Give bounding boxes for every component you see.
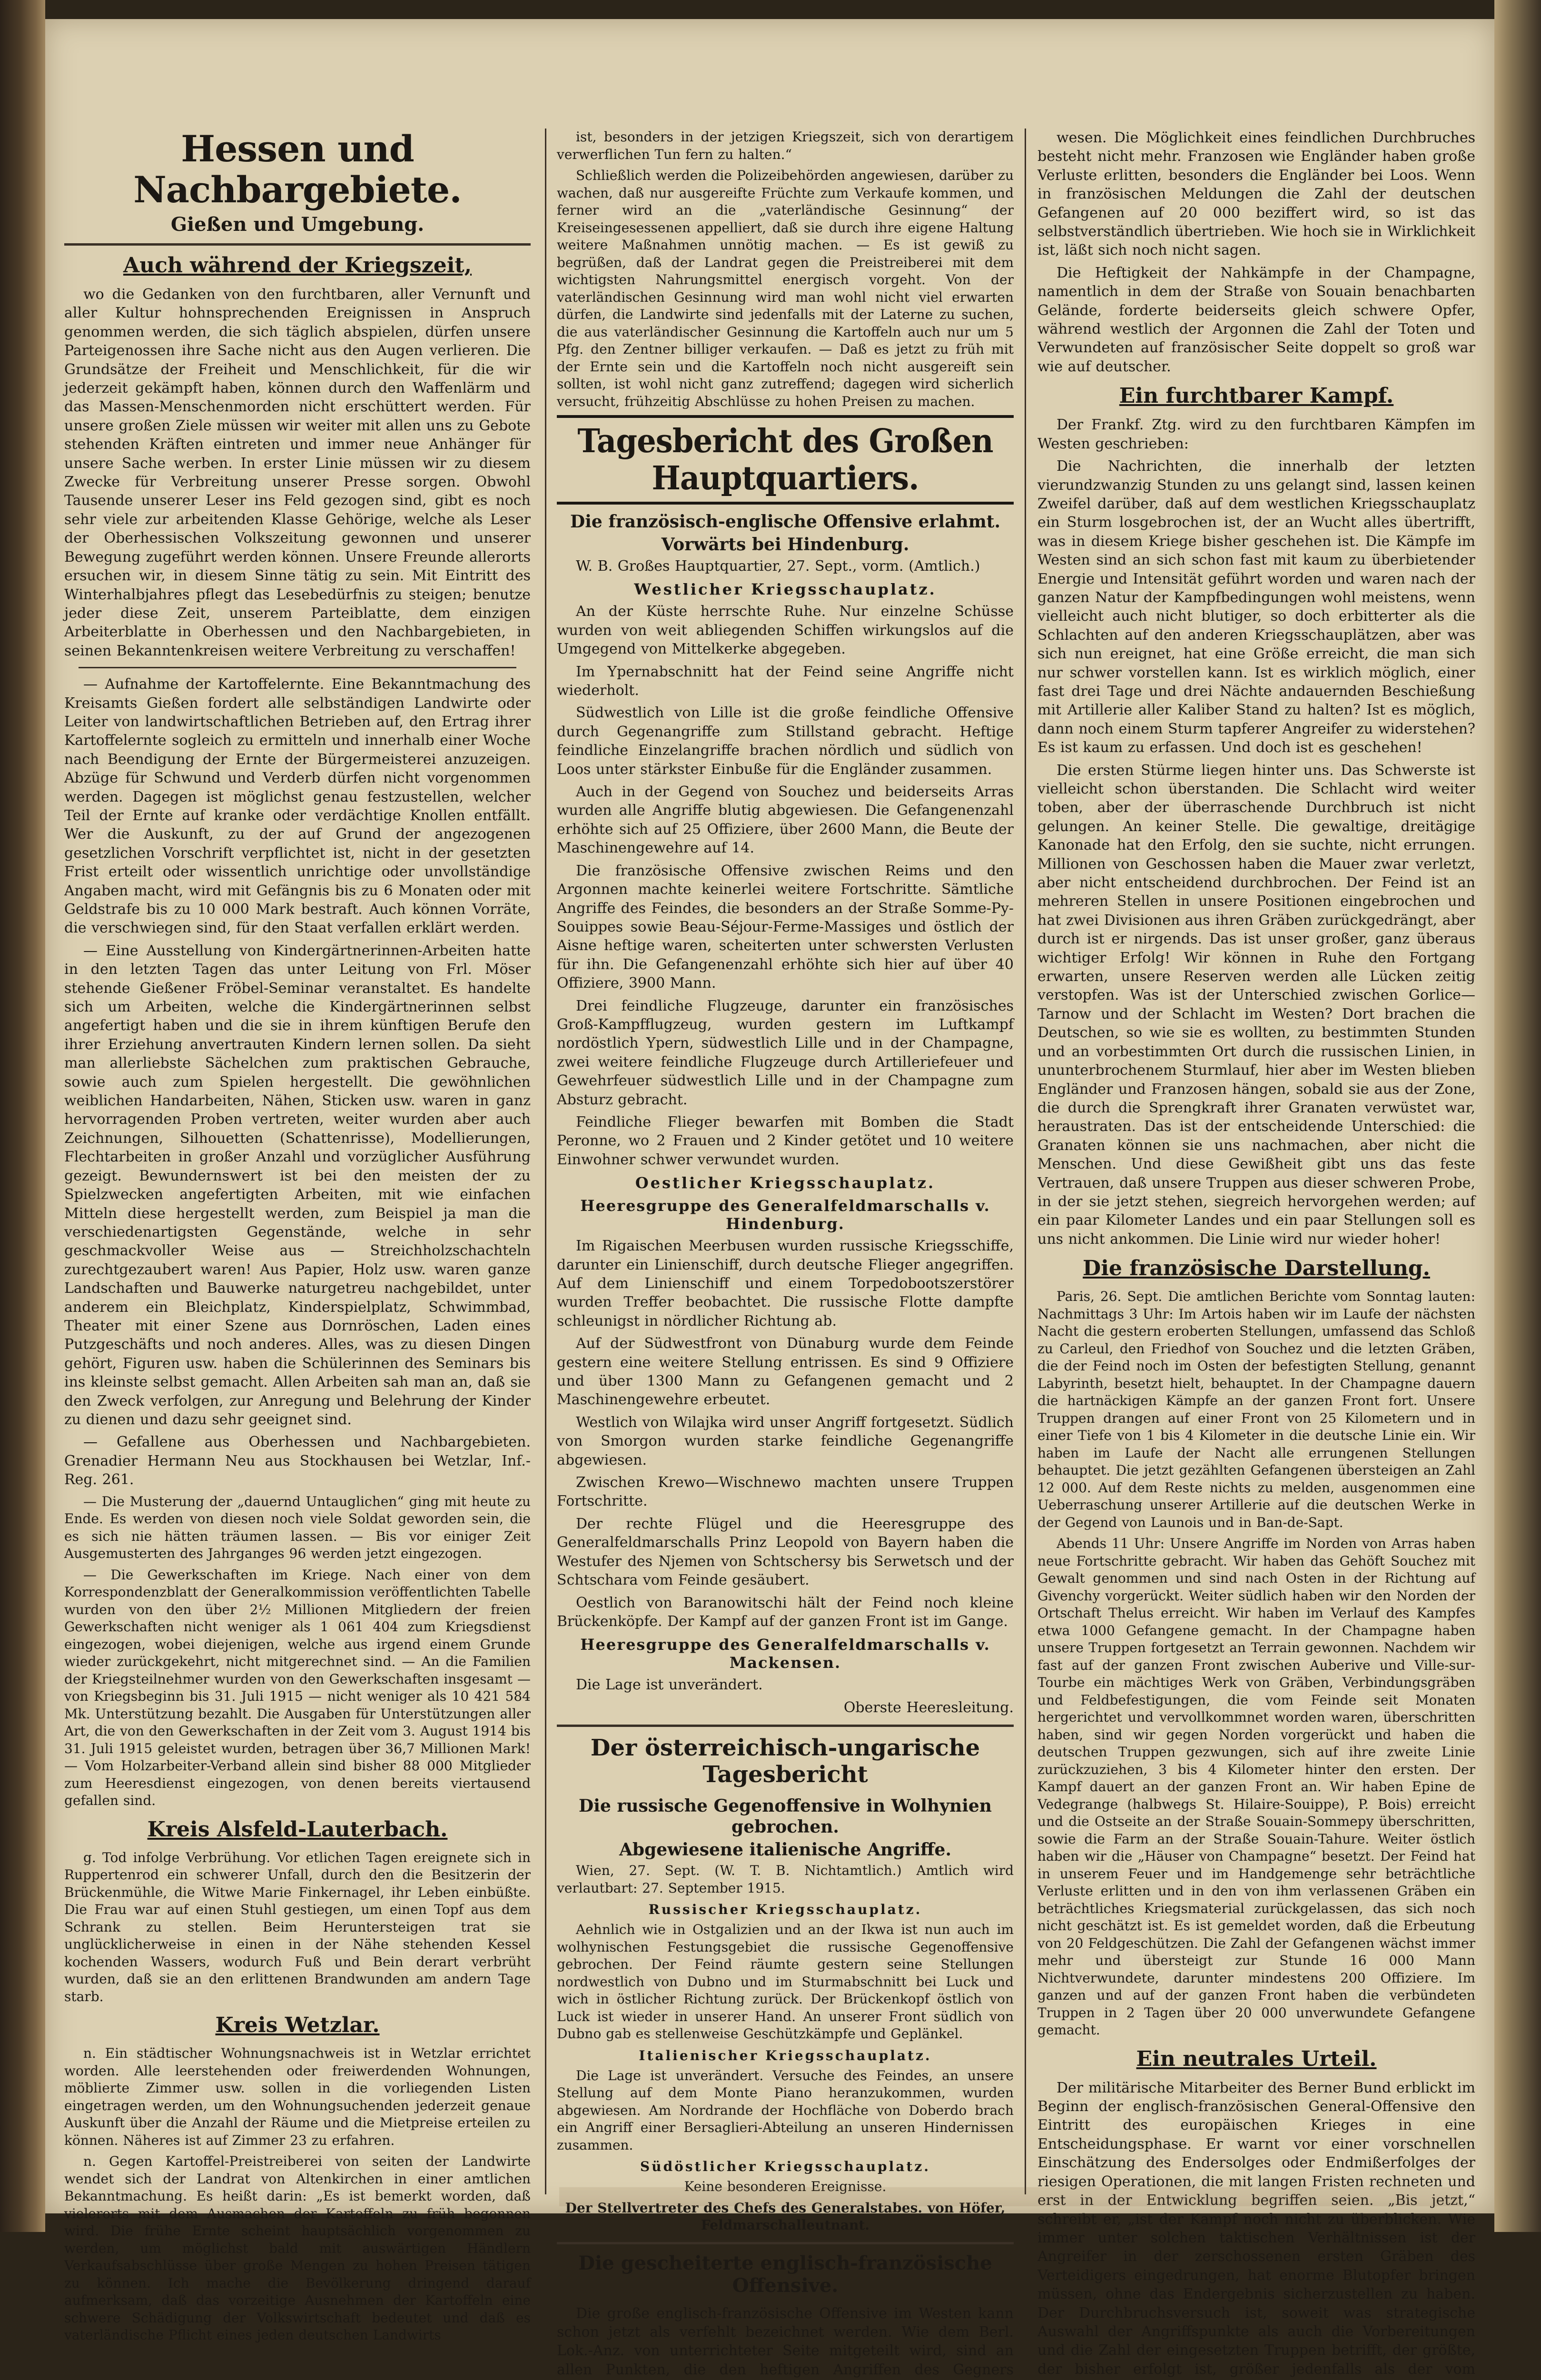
report-paragraph: An der Küste herrschte Ruhe. Nur einzelne Schüsse wurden von weit abliegenden Schiffen wirkungslos auf die Umgegend von Mittelkerke abgegeben. [557, 603, 1014, 658]
article-paragraph: Der militärische Mitarbeiter des Berner Bund erblickt im Beginn der englisch-französischen General-Offensive den Eintritt des europäischen Krieges in eine Entscheidungsphase. Er warnt vor einer vorschnellen Einschätzung des Endersolges oder Endmißerfolges der riesigen Operationen, die mit langen Fristen rechneten und erst in der Entwicklung begriffen seien. „Bis jetzt,“ schreibt er, „ist der Kampf noch nicht zu überblicken. Wie immer unter solchen taktischen Verhältnissen ist der Angreifer in der zerschossenen ersten Gräben des Verteidigers eingedrungen, hat enorme Blutopfer bringen müssen, ohne das Endergebnis sicherzustellen zu haben. Der Durchbruchsversuch ist, soweit was strategische Auswahl der Angriffspunkte als auch die Vorbereitungen und die Zahl der eingesetzten Truppen betrifft, der größte, der bisher erfolgt ist, größer jedenfalls als der vom [1037, 2079, 1475, 2378]
headline-darstellung: Die französische Darstellung. [1083, 1256, 1430, 1281]
report-paragraph: Auf der Südwestfront von Dünaburg wurde dem Feinde gestern eine weitere Stellung entrissen. Es sind 9 Offiziere und über 1300 Mann zu Gefangenen gemacht und 2 Maschinengewehre erbeutet. [557, 1335, 1014, 1408]
page-stain [559, 2187, 1463, 2206]
headline-neutral: Ein neutrales Urteil. [1136, 2046, 1377, 2071]
article-paragraph: — Die Musterung der „dauernd Untauglichen“ ging mit heute zu Ende. Es werden von diesen noch viele Soldat geworden sein, die es sich nie hätten träumen lassen. — Bis vor einiger Zeit Ausgemusterten des Jahrganges 96 werden jetzt eingezogen. [64, 1493, 531, 1562]
article-paragraph: ist, besonders in der jetzigen Kriegszeit, sich von derartigem verwerflichen Tun fern zu halten.“ [557, 129, 1014, 162]
article-paragraph: — Aufnahme der Kartoffelernte. Eine Bekanntmachung des Kreisamts Gießen fordert alle selbständigen Landwirte oder Leiter von landwirtschaftlichen Betrieben auf, den Ertrag ihrer Kartoffelernte sogleich zu ermitteln und innerhalb einer Woche nach Beendigung der Ernte der Bürgermeisterei anzuzeigen. Abzüge für Schwund und Verderb dürfen nicht vorgenommen werden. Dagegen ist möglichst genau festzustellen, welcher Teil der Ernte auf kranke oder verdächtige Knollen entfällt. Wer die Auskunft, zu der auf Grund der angezogenen gesetzlichen Vorschrift verpflichtet ist, nicht in der gesetzten Frist erteilt oder wissentlich unrichtige oder unvollständige Angaben macht, wird mit Gefängnis bis zu 6 Monaten oder mit Geldstrafe bis zu 10 000 Mark bestraft. Auch können Vorräte, die verschwiegen sind, für den Staat verfallen erklärt werden. [64, 676, 531, 937]
army-group-heading: Heeresgruppe des Generalfeldmarschalls v. Hindenburg. [580, 1197, 990, 1233]
report-paragraph: Aehnlich wie in Ostgalizien und an der Ikwa ist nun auch im wolhynischen Festungsgebiet die russische Gegenoffensive gebrochen. Der Feind räumte gestern seine Stellungen nordwestlich von Dubno und im Sturmabschnitt bei Luck und wich in östlicher Richtung zurück. Der Brückenkopf östlich von Luck ist wieder in unserer Hand. An unserer Front südlich von Dubno gab es stellenweise Geschützkämpfe und Geplänkel. [557, 1922, 1014, 2042]
front-heading-italy: Italienischer Kriegsschauplatz. [639, 2047, 932, 2063]
hq-subheadline: Vorwärts bei Hindenburg. [661, 535, 909, 555]
front-heading-southeast: Südöstlicher Kriegsschauplatz. [640, 2159, 930, 2175]
report-paragraph: Westlich von Wilajka wird unser Angriff fortgesetzt. Südlich von Smorgon wurden starke feindliche Gegenangriffe abgewiesen. [557, 1414, 1014, 1468]
austrian-report-headline: Der österreichisch-ungarische Tagesbericht [590, 1735, 980, 1788]
report-paragraph: Im Ypernabschnitt hat der Feind seine Angriffe nicht wiederholt. [557, 663, 1014, 699]
dateline: Wien, 27. Sept. (W. T. B. Nichtamtlich.) Amtlich wird verlautbart: 27. September 1915. [557, 1863, 1014, 1896]
section-subtitle: Gießen und Umgebung. [170, 213, 425, 236]
headline-kampf: Ein furchtbarer Kampf. [1119, 384, 1394, 408]
report-paragraph: Die Lage ist unverändert. Versuche des Feindes, an unsere Stellung auf dem Monte Piano heranzukommen, wurden abgewiesen. Am Nordrande der Hochfläche von Doberdo brach ein Angriff einer Bersaglieri-Abteilung an unseren Hindernissen zusammen. [557, 2067, 1014, 2153]
report-paragraph: Drei feindliche Flugzeuge, darunter ein französisches Groß-Kampfflugzeug, wurden gestern im Luftkampf nordöstlich Ypern, südwestlich Lille und in der Champagne, zwei weitere feindliche Flugzeuge durch Artilleriefeuer und Gewehrfeuer südwestlich Lille und in der Champagne zum Absturz gebracht. [557, 997, 1014, 1108]
front-heading-russia: Russischer Kriegsschauplatz. [648, 1902, 922, 1918]
headline-wetzlar: Kreis Wetzlar. [215, 2013, 380, 2038]
army-group-heading: Heeresgruppe des Generalfeldmarschalls v. Mackensen. [580, 1636, 990, 1672]
offensive-headline: Die gescheiterte englisch-französische Offensive. [578, 2251, 992, 2297]
article-paragraph: wesen. Die Möglichkeit eines feindlichen Durchbruches besteht nicht mehr. Franzosen wie Engländer haben große Verluste erlitten, besonders die Engländer bei Loos. Wenn in französischen Meldungen die Zahl der deutschen Gefangenen auf 20 000 beziffert wird, so ist das selbstverständlich übertrieben. Wie hoch sie in Wirklichkeit ist, läßt sich noch nicht sagen. [1037, 129, 1475, 259]
column-3 [1037, 129, 1475, 2378]
article-paragraph: g. Tod infolge Verbrühung. Vor etlichen Tagen ereignete sich in Ruppertenrod ein schwerer Unfall, durch den die Besitzerin der Brückenmühle, die Witwe Marie Finkernagel, ihr Leben einbüßte. Die Frau war auf einen Stuhl gestiegen, um einen Topf aus dem Schrank zu stellen. Beim Heruntersteigen trat sie unglücklicherweise in einen in der Nähe stehenden Kessel kochenden Wassers, wodurch Fuß und Bein derart verbrüht wurden, daß sie an den erlittenen Brandwunden am andern Tage starb. [64, 1849, 531, 2004]
report-paragraph: Im Rigaischen Meerbusen wurden russische Kriegsschiffe, darunter ein Linienschiff, durch deutsche Flieger angegriffen. Auf dem Linienschiff und einem Torpedobootszerstörer wurden Treffer beobachtet. Die russische Flotte dampfte schleunigst in nördlicher Richtung ab. [557, 1238, 1014, 1329]
newspaper-page [45, 19, 1494, 2378]
column-rule [1025, 129, 1026, 2194]
divider [557, 1725, 1014, 1727]
article-paragraph: — Die Gewerkschaften im Kriege. Nach einer von dem Korrespondenzblatt der Generalkommission veröffentlichten Tabelle wurden von den über 2½ Millionen Mitgliedern der freien Gewerkschaften nicht weniger als 1 061 404 zum Kriegsdienst eingezogen, wobei diejenigen, welche aus irgend einem Grunde wieder zurückgekehrt, nicht mitgerechnet sind. — An die Familien der Kriegsteilnehmer wurden von den Gewerkschaften insgesamt — von Kriegsbeginn bis 31. Juli 1915 — nicht weniger als 10 421 584 Mk. Unterstützung bezahlt. Die Ausgaben für Unterstützungen aller Art, die von den Gewerkschaften in der Zeit vom 3. August 1914 bis 31. Juli 1915 geleistet wurden, betragen über 36,7 Millionen Mark! — Vom Holzarbeiter-Verband allein sind bisher 88 000 Mitglieder zum Heeresdienst eingezogen, von denen bereits viertausend gefallen sind. [64, 1567, 531, 1809]
divider [79, 667, 516, 668]
report-paragraph: Der rechte Flügel und die Heeresgruppe des Generalfeldmarschalls Prinz Leopold von Bayern haben die Westufer des Njemen von Schtschersy bis Serwetsch und der Schtschara vom Feinde gesäubert. [557, 1515, 1014, 1589]
article-paragraph: Abends 11 Uhr: Unsere Angriffe im Norden von Arras haben neue Fortschritte gebracht. Wir haben das Gehöft Souchez mit Gewalt genommen und sind nach Osten in der Richtung auf Givenchy vorgerückt. Weiter südlich haben wir den Norden der Ortschaft Thelus erreicht. Wir haben im Verlauf des Kampfes etwa 1000 Gefangene gemacht. In der Champagne haben unsere Truppen fortgesetzt an Terrain gewonnen. Nachdem wir fast auf der ganzen Front zwischen Auberive und Ville-sur-Tourbe ein mächtiges Werk von Gräben, Verbindungsgräben und Feldbefestigungen, die vom Feinde seit Monaten hergerichtet und vervollkommnet worden waren, überschritten haben, sind wir gegen Norden vorgerückt und haben die deutschen Truppen gezwungen, sich auf ihre zweite Linie zurückzuziehen, 3 bis 4 Kilometer hinter den ersten. Der Kampf dauert an der ganzen Front an. Wir haben Epine de Vedegrange (halbwegs St. Hilaire-Souippe), P. Bois) erreicht und die Ostseite an der Straße Souain-Sommepy überschritten, sowie die Farm an der Straße Souain-Tahure. Weiter östlich haben wir die „Häuser von Champagne“ besetzt. Der Feind hat in unserem Feuer und im Handgemenge sehr beträchtliche Verluste erlitten und in den von ihm verlassenen Gräben ein beträchtliches Kriegsmaterial zurückgelassen, das sich noch nicht geschätzt ist. Es ist gemeldet worden, daß die Erbeutung von 20 Feldgeschützen. Die Zahl der Gefangenen wächst immer mehr und übersteigt zur Stunde 16 000 Mann Nichtverwundete, darunter mindestens 200 Offiziere. Im ganzen und auf der ganzen Front haben die verbündeten Truppen in 2 Tagen über 20 000 unverwundete Gefangene gemacht. [1037, 1536, 1475, 2038]
austrian-subheadline: Die russische Gegenoffensive in Wolhynien gebrochen. [579, 1796, 992, 1837]
report-signature: Der Stellvertreter des Chefs des Generalstabes. von Höfer, Feldmarschalleutnant. [565, 2200, 1006, 2233]
article-paragraph: Schließlich werden die Polizeibehörden angewiesen, darüber zu wachen, daß nur ausgereifte Früchte zum Verkaufe kommen, und ferner wird an die „vaterländische Gesinnung“ der Kreiseingesessenen appelliert, daß sie durch ihre eigene Haltung weitere Maßnahmen unnötig machen. — Es ist gewiß zu begrüßen, daß der Landrat gegen die Preistreiberei mit dem wichtigsten Nahrungsmittel energisch vorgeht. Von der vaterländischen Gesinnung wird man wohl nicht viel erwarten dürfen, die Landwirte sind jedenfalls mit der Laterne zu suchen, die aus vaterländischer Gesinnung die Kartoffeln auch nur um 5 Pfg. den Zentner billiger verkaufen. — Daß es jetzt zu früh mit der Ernte sein und die Kartoffeln noch nicht ausgereift sein sollten, ist wohl nicht ganz zutreffend; dagegen wird sicherlich versucht, frühzeitig Abschlüsse zu hohen Preisen zu machen. [557, 168, 1014, 409]
page-edge [1494, 0, 1541, 2232]
report-paragraph: Feindliche Flieger bewarfen mit Bomben die Stadt Peronne, wo 2 Frauen und 2 Kinder getötet und 10 weitere Einwohner schwer verwundet wurden. [557, 1113, 1014, 1168]
headline-kriegszeit: Auch während der Kriegszeit, [123, 253, 472, 278]
article-paragraph: n. Gegen Kartoffel-Preistreiberei von seiten der Landwirte wendet sich der Landrat von Altenkirchen in einer amtlichen Bekanntmachung. Es heißt darin: „Es ist bemerkt worden, daß vielerorts mit dem Ausmachen der Kartoffeln zu früh begonnen wird. Die frühe Ernte scheint hauptsächlich vorgenommen zu werden, um möglichst bald mit auswärtigen Händlern Verkaufsabschlüsse über große Mengen zu hohen Preisen tätigen zu können. Ich mache die Bevölkerung dringend darauf aufmerksam, daß das vorzeitige Ausnehmen der Kartoffeln eine schwere Schädigung der Volkswirtschaft bedeutet und daß es vaterländische Pflicht eines jeden deutschen Landwirts [64, 2153, 531, 2343]
column-2 [557, 129, 1014, 2378]
report-paragraph: Oestlich von Baranowitschi hält der Feind noch kleine Brückenköpfe. Der Kampf auf der ganzen Front ist im Gange. [557, 1594, 1014, 1630]
article-paragraph: Die ersten Stürme liegen hinter uns. Das Schwerste ist vielleicht schon überstanden. Die Schlacht wird weiter toben, aber der überraschende Durchbruch ist nicht gelungen. An keiner Stelle. Die gewaltige, dreitägige Kanonade hat den Erfolg, den sie suchte, nicht errungen. Millionen von Geschossen haben die Mauer zwar verletzt, aber nicht entscheidend durchbrochen. Der Feind ist an mehreren Stellen in unsere Positionen eingebrochen und hat zwei Divisionen aus ihren Gräben zurückgedrängt, aber durch ist er nirgends. Das ist unser großer, ganz überaus wichtiger Erfolg! Wir können in Ruhe den Fortgang erwarten, unsere Reserven werden alle Lücken zeitig verstopfen. Was ist der Unterschied zwischen Gorlice—Tarnow und der Schlacht im Westen? Dort brachen die Deutschen, so wie sie es wollten, zu bestimmten Stunden und an vorbestimmten Ort durch die russischen Linien, in ununterbrochenem Sturmlauf, hier aber im Westen blieben Engländer und Franzosen hängen, sobald sie aus der Zone, die durch die Sprengkraft ihrer Granaten verwüstet war, heraustraten. Das ist der entscheidende Unterschied: die Granaten können sie uns nachmachen, aber nicht die Menschen. Und diese Gewißheit gibt uns das feste Vertrauen, daß unsere Truppen aus dieser schweren Probe, in der sie jetzt stehen, siegreich hervorgehen werden; auf ein paar Kilometer Landes und ein paar Stellungen soll es uns nicht ankommen. Die Linie wird nur wieder hoher! [1037, 762, 1475, 1248]
report-paragraph: Keine besonderen Ereignisse. [684, 2179, 887, 2195]
report-paragraph: Die französische Offensive zwischen Reims und den Argonnen machte keinerlei weitere Fortschritte. Sämtliche Angriffe des Feindes, die besonders an der Straße Somme-Py-Souippes sowie Beau-Séjour-Ferme-Massiges und östlich der Aisne heftige waren, scheiterten unter schwersten Verlusten für ihn. Die Gefangenenzahl erhöhte sich hier auf über 40 Offiziere, 3900 Mann. [557, 862, 1014, 992]
article-paragraph: Der Frankf. Ztg. wird zu den furchtbaren Kämpfen im Westen geschrieben: [1037, 416, 1475, 452]
article-paragraph: Die Heftigkeit der Nahkämpfe in der Champagne, namentlich in dem der Straße von Souain benachbarten Gelände, forderte beiderseits gleich schwere Opfer, während westlich der Argonnen die Zahl der Toten und Verwundeten auf französischer Seite doppelt so groß war wie auf deutscher. [1037, 264, 1475, 375]
divider [64, 243, 531, 246]
divider [557, 2242, 1014, 2244]
column-rule [545, 129, 546, 2194]
column-1 [64, 128, 531, 2343]
article-paragraph: Die große englisch-französische Offensive im Westen kann schon jetzt als verfehlt bezeichnet werden. Wie dem Berl. Lok.-Anz. von unterrichteter Seite mitgeteilt wird, sind an allen Punkten, die den heftigen Angriffen des Gegners [557, 2305, 1014, 2378]
headline-alsfeld: Kreis Alsfeld-Lauterbach. [147, 1817, 448, 1842]
report-signature: Oberste Heeresleitung. [843, 1699, 1014, 1716]
front-heading-east: Oestlicher Kriegsschauplatz. [635, 1174, 936, 1192]
article-paragraph: Die Nachrichten, die innerhalb der letzten vierundzwanzig Stunden zu uns gelangt sind, lassen keinen Zweifel darüber, daß auf dem westlichen Kriegsschauplatz ein Sturm losgebrochen ist, der an Wucht alles übertrifft, was in diesem Kriege bisher geschehen ist. Die Kämpfe im Westen sind an sich schon fast mit kaum zu überbietender Energie und Intensität geführt worden und waren nach der ganzen Natur der Kampfbedingungen wohl meistens, wenn vielleicht auch nicht blutiger, so doch erbitterter als die Schlachten auf den anderen Kriegsschauplätzen, aber was sich nun ereignet, hat eine Größe erreicht, die man sich nur schwer vorstellen kann. Ist es wirklich möglich, einer fast drei Tage und drei Nächte andauernden Beschießung mit Artillerie aller Kaliber Stand zu halten? Ist es möglich, dann noch einem Sturm tapferer Angreifer zu widerstehen? Es ist kaum zu erfassen. Und doch ist es geschehen! [1037, 458, 1475, 756]
report-paragraph: Zwischen Krewo—Wischnewo machten unsere Truppen Fortschritte. [557, 1474, 1014, 1510]
austrian-subheadline: Abgewiesene italienische Angriffe. [619, 1840, 951, 1860]
hq-headline: Tagesbericht des Großen Hauptquartiers. [577, 422, 993, 497]
report-paragraph: Auch in der Gegend von Souchez und beiderseits Arras wurden alle Angriffe blutig abgewiesen. Die Gefangenenzahl erhöhte sich auf 25 Offiziere, über 2600 Mann, die Beute der Maschinengewehre auf 14. [557, 783, 1014, 857]
article-paragraph: wo die Gedanken von den furchtbaren, aller Vernunft und aller Kultur hohnsprechenden Ereignissen in Anspruch genommen werden, die sich täglich abspielen, dürfen unsere Parteigenossen ihre Sache nicht aus den Augen verlieren. Die Grundsätze der Freiheit und Menschlichkeit, für die wir jederzeit gekämpft haben, können durch den Waffenlärm und das Massen-Menschenmorden nicht erschüttert werden. Für unsere großen Ziele müssen wir weiter mit allen uns zu Gebote stehenden Kräften eintreten und immer neue Anhänger für unsere Sache werben. In erster Linie müssen wir zu diesem Zwecke für Verbreitung unserer Presse sorgen. Obwohl Tausende unserer Leser ins Feld gezogen sind, gibt es noch sehr viele zur arbeitenden Klasse Gehörige, welche als Leser der Oberhessischen Volkszeitung gewonnen und unserer Bewegung zugeführt werden können. Unsere Freunde allerorts ersuchen wir, in diesem Sinne tätig zu sein. Mit Eintritt des Winterhalbjahres pflegt das Lesebedürfnis zu steigen; benutze jeder diese Zeit, unserem Parteiblatte, dem einzigen Arbeiterblatte in Oberhessen und den Nachbargebieten, in seinen Bekanntenkreisen weitere Verbreitung zu verschaffen! [64, 286, 531, 659]
article-paragraph: — Gefallene aus Oberhessen und Nachbargebieten. Grenadier Hermann Neu aus Stockhausen bei Wetzlar, Inf.-Reg. 261. [64, 1434, 531, 1488]
dateline: W. B. Großes Hauptquartier, 27. Sept., vorm. (Amtlich.) [576, 558, 980, 575]
report-paragraph: Südwestlich von Lille ist die große feindliche Offensive durch Gegenangriffe zum Stillstand gebracht. Heftige feindliche Einzelangriffe brachen nördlich und südlich von Loos unter stärkster Einbuße für die Engländer zusammen. [557, 704, 1014, 778]
report-paragraph: Die Lage ist unverändert. [576, 1676, 763, 1694]
hq-subheadline: Die französisch-englische Offensive erlahmt. [570, 512, 1000, 532]
article-paragraph: — Eine Ausstellung von Kindergärtnerinnen-Arbeiten hatte in den letzten Tagen das unter Leitung von Frl. Möser stehende Gießener Fröbel-Seminar veranstaltet. Es handelte sich um Arbeiten, welche die Kindergärtnerinnen selbst angefertigt haben und die sie in ihrem künftigen Berufe den ihrer Erziehung anvertrauten Kindern lernen sollen. Da sieht man allerliebste Sächelchen zum praktischen Gebrauche, sowie auch zum Spielen hergestellt. Die gewöhnlichen weiblichen Handarbeiten, Nähen, Sticken usw. waren in ganz hervorragenden Proben vertreten, weiter wurden aber auch Zeichnungen, Silhouetten (Schattenrisse), Modellierungen, Flechtarbeiten in großer Anzahl und vorzüglicher Ausführung gezeigt. Bewundernswert ist bei den meisten der zu Spielzwecken angefertigten Arbeiten, mit wie einfachen Mitteln diese hergestellt werden, zum Beispiel ja man die verschiedenartigsten Gegenstände, welche in sehr geschmackvoller Weise aus — Streichholzschachteln zurechtgezaubert waren! Aus Papier, Holz usw. waren ganze Landschaften und Bauwerke naturgetreu nachgebildet, unter anderem ein Bleichplatz, Kinderspielplatz, Schwimmbad, Theater mit einer Szene aus Dornröschen, Laden eines Putzgeschäfts und noch anderes. Alles, was zu diesen Dingen gehört, Figuren usw. haben die Schülerinnen des Seminars bis ins kleinste selbst gemacht. Allen Arbeiten sah man an, daß sie den Zweck verfolgen, zur Anregung und Belehrung der Kinder zu dienen und dazu sehr geeignet sind. [64, 942, 531, 1428]
article-paragraph: Paris, 26. Sept. Die amtlichen Berichte vom Sonntag lauten: Nachmittags 3 Uhr: Im Artois haben wir im Laufe der nächsten Nacht die gestern eroberten Stellungen, umfassend das Schloß zu Carleul, den Friedhof von Souchez und die letzten Gräben, die der Feind noch im Osten der befestigten Stellung, genannt Labyrinth, besetzt hielt, behauptet. In der Champagne dauern die hartnäckigen Kämpfe an der ganzen Front fort. Unsere Truppen drangen auf einer Front von 25 Kilometern und in einer Tiefe von 1 bis 4 Kilometer in die deutsche Linie ein. Wir haben im Laufe der Nacht alle errungenen Stellungen behauptet. Die jetzt gezählten Gefangenen übersteigen an Zahl 12 000. Auf dem Reste nichts zu melden, ausgenommen eine Ueberraschung unserer Artillerie auf die deutschen Werke in der Gegend von Launois und in Ban-de-Sapt. [1037, 1289, 1475, 1530]
hq-headline-box [557, 415, 1014, 505]
article-paragraph: n. Ein städtischer Wohnungsnachweis ist in Wetzlar errichtet worden. Alle leerstehenden oder freiwerdenden Wohnungen, möblierte Zimmer usw. sollen in die vorliegenden Listen eingetragen werden, um den Wohnungsuchenden jederzeit genaue Auskunft über die Anzahl der Räume und die Mietpreise erteilen zu können. Näheres ist auf Zimmer 23 zu erfahren. [64, 2045, 531, 2148]
section-title: Hessen und Nachbargebiete. [133, 128, 462, 211]
book-binding [0, 0, 45, 2232]
front-heading-west: Westlicher Kriegsschauplatz. [634, 580, 937, 599]
